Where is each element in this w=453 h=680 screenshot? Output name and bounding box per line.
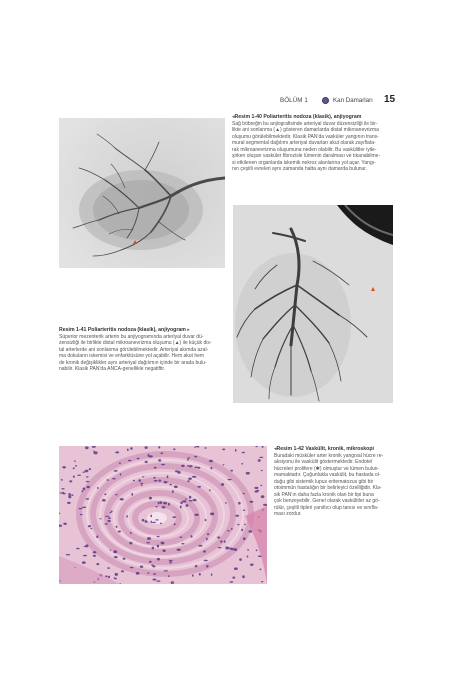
caption-line: Süperior mezenterik arterin bu anjiyogramında arteriyal duvar dü- [59,333,204,340]
caption-line: likte ani sonlanma (▲) gösteren damarlarda distal mikroanevrizma [232,127,379,134]
caption-line: zensizliği ile birlikte distal mikroanevrizma oluşumu (▲) ile küçük dis- [59,340,212,347]
caption-line: nabilir. Klasik PAN'da ANCA-genellikle negatiftir. [59,366,166,373]
caption-figure-1-42 [274,446,414,518]
figure-1-41-image [233,205,393,403]
caption-line: aksiyonu ile vaskülit göstermektedir. Endotel [274,459,373,466]
caption-line: otoimmün hastalığın bir belirleyici özelliğidir. Kla- [274,485,382,492]
chapter-logo-icon [322,97,329,104]
histology-micrograph-image [59,446,267,584]
caption-line: ması zordur. [274,511,302,518]
kidney-angiogram-image [59,118,225,268]
mesenteric-angiogram-image [233,205,393,403]
running-header [280,94,420,108]
caption-title: Resim 1-40 Poliarteritis nodoza (klasik), anjiyogram [234,114,362,120]
caption-line: nın çeşitli evreleri aynı zamanda hatta aynı damarda bulunur. [232,166,368,173]
caption-line: sik PAN'ın daha fazla kronik olan bir tipi buna [274,491,374,498]
caption-marker: ◂ [274,446,277,452]
caption-line: si etkilenen organlarda iskemik nekroz alanlarına yol açar. Yangı- [232,159,376,166]
caption-line: rak mikroanevrizma oluşumuna neden olabilir. Bu vaskülitler iyile- [232,146,377,153]
caption-line: rülür, çeşitli tipleri yanıltıcı olup tanısı ve sınıfla- [274,504,379,511]
caption-line: mamaktadır. Çoğunlukla vaskülit, bu hastada ol- [274,472,381,479]
caption-line: tal arterlerde ani sonlanma görülebilmektedir. Arteriyal akımda azal- [59,346,209,353]
caption-figure-1-40 [232,114,382,173]
caption-line: şirken oluşan vasküler fibrozisle lümenin daralması ve tıkanabilme- [232,153,381,160]
caption-line: oluşumu görülebilmektedir. Klasik PAN'da vasküler yangının trans- [232,133,379,140]
chapter-label: BÖLÜM 1 [280,97,308,104]
caption-figure-1-41 [59,327,227,373]
caption-line: mural segmental dağılımı arteriyal duvarları akut olarak zayıflata- [232,140,376,147]
section-label: Kan Damarları [333,97,373,104]
caption-line: duğu gibi sistemik lupus eritematozus gibi bir [274,478,374,485]
caption-marker: ◂ [232,114,235,120]
caption-line: ma dokuların iskemisi ve enfarktüsüne yol açabilir. Hem akut hem [59,353,205,360]
caption-marker: ▸ [187,327,190,333]
caption-line: de kronik değişiklikler aynı arteriyal dağılımın içinde bir arada bulu- [59,359,207,366]
figure-1-42-image [59,446,267,584]
caption-line: Sağ böbreğin bu anjiografisinde arteriyal duvar düzensizliği ile bir- [232,120,378,127]
caption-line: hücreleri prolifere (✱) olmuştur ve lümen bulun- [274,465,380,472]
figure-1-40-image [59,118,225,268]
caption-line: çok benzeyebilir. Genel olarak vaskülitler az gö- [274,498,380,505]
caption-line: Buradaki müsküler arter kronik yangısal hücre re- [274,452,384,459]
page-number: 15 [384,94,396,105]
caption-title: Resim 1-42 Vaskülit, kronik, mikroskopi [276,446,374,452]
caption-title: Resim 1-41 Poliarteritis nodoza (klasik), anjiyogram [59,327,186,333]
